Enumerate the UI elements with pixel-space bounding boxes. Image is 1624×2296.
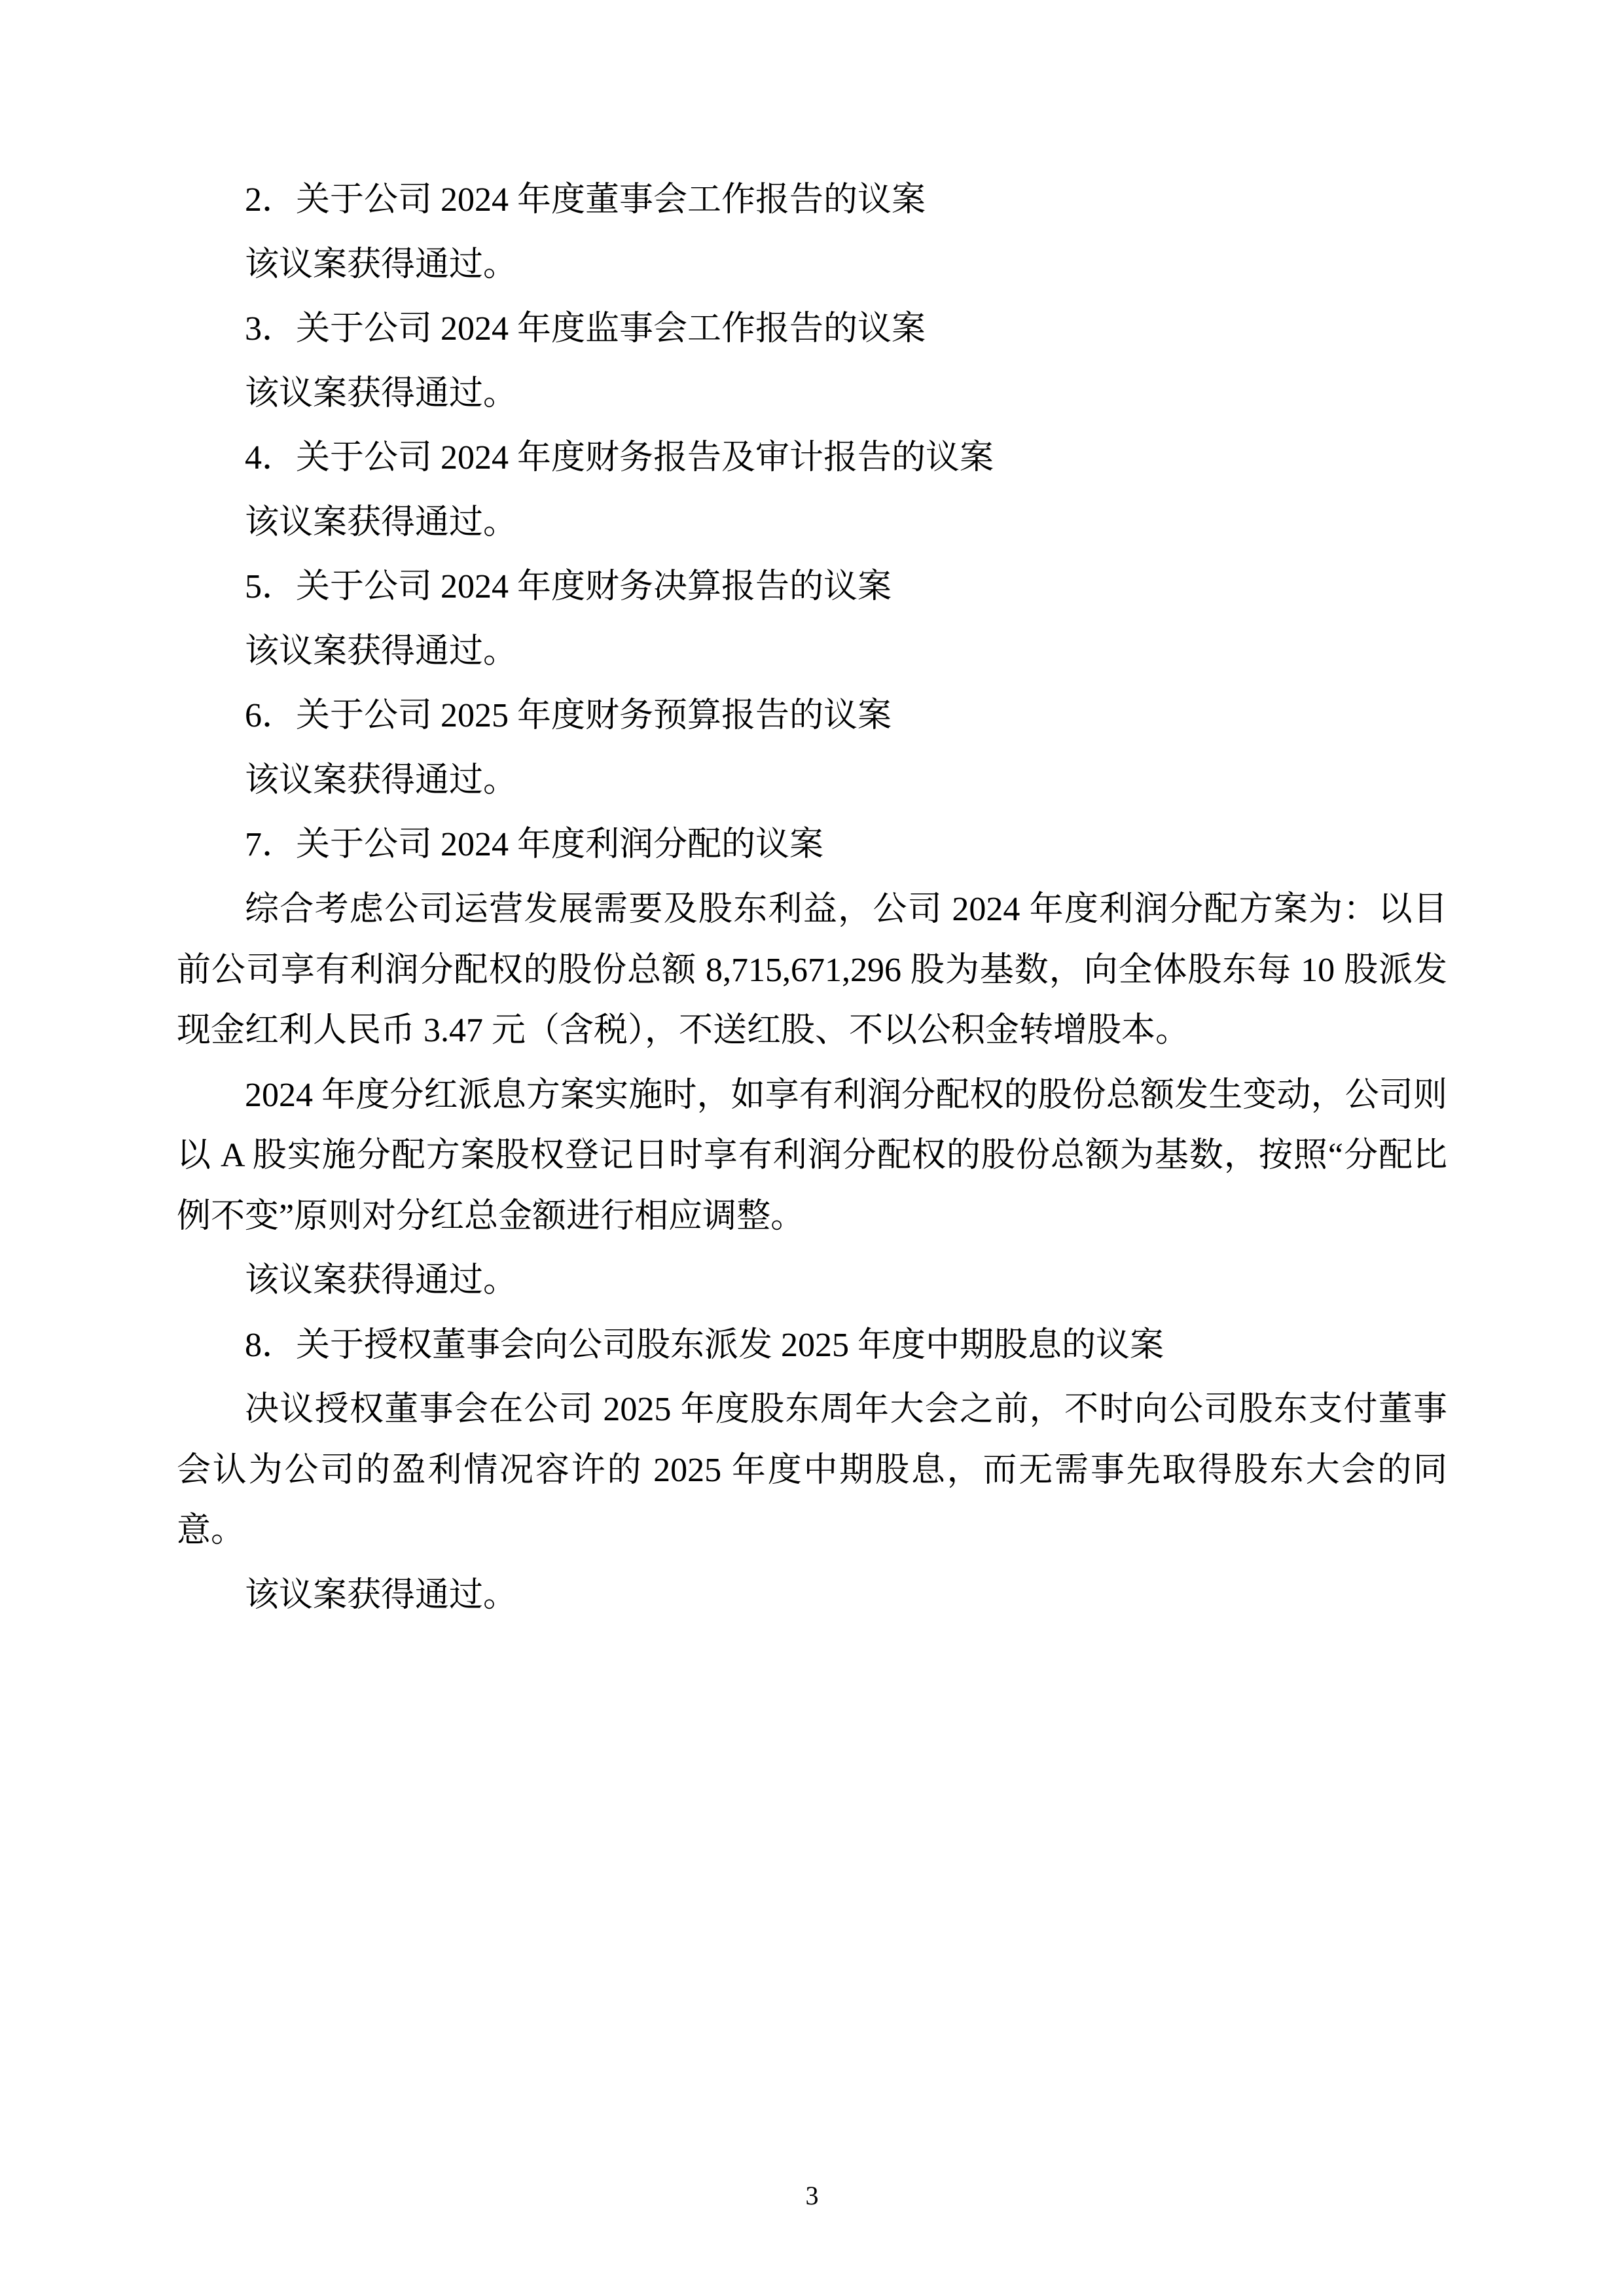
resolution-result-2: 该议案获得通过。: [245, 245, 518, 283]
resolution-title-2: 2．关于公司 2024 年度董事会工作报告的议案: [245, 181, 926, 219]
document-body: [177, 170, 1447, 1626]
resolution-title-3: 3．关于公司 2024 年度监事会工作报告的议案: [245, 310, 926, 348]
resolution-title-4: 4．关于公司 2024 年度财务报告及审计报告的议案: [245, 439, 994, 477]
resolution-paragraph-7-1: 综合考虑公司运营发展需要及股东利益，公司 2024 年度利润分配方案为：以目前公司享有利润分配权的股份总额 8,715,671,296 股为基数，向全体股东每 10 股派发现金红利人民币 3.47 元（含税），不送红股、不以公积金转增股本。: [177, 891, 1447, 1050]
resolution-paragraph-8-1: 决议授权董事会在公司 2025 年度股东周年大会之前，不时向公司股东支付董事会认为公司的盈利情况容许的 2025 年度中期股息，而无需事先取得股东大会的同意。: [177, 1391, 1447, 1550]
resolution-paragraph-7-2: 2024 年度分红派息方案实施时，如享有利润分配权的股份总额发生变动，公司则以 A 股实施分配方案股权登记日时享有利润分配权的股份总额为基数，按照“分配比例不变”原则对分红总金额进行相应调整。: [177, 1076, 1447, 1235]
resolution-title-7: 7．关于公司 2024 年度利润分配的议案: [245, 826, 824, 864]
resolution-result-6: 该议案获得通过。: [245, 761, 518, 799]
resolution-result-4: 该议案获得通过。: [245, 503, 518, 541]
resolution-title-6: 6．关于公司 2025 年度财务预算报告的议案: [245, 697, 892, 735]
resolution-title-5: 5．关于公司 2024 年度财务决算报告的议案: [245, 568, 892, 606]
page-number: 3: [805, 2181, 819, 2210]
resolution-title-8: 8．关于授权董事会向公司股东派发 2025 年度中期股息的议案: [245, 1326, 1164, 1364]
resolution-result-8: 该议案获得通过。: [245, 1577, 518, 1615]
resolution-result-3: 该议案获得通过。: [245, 374, 518, 412]
resolution-result-7: 该议案获得通过。: [245, 1262, 518, 1300]
resolution-result-5: 该议案获得通过。: [245, 632, 518, 670]
